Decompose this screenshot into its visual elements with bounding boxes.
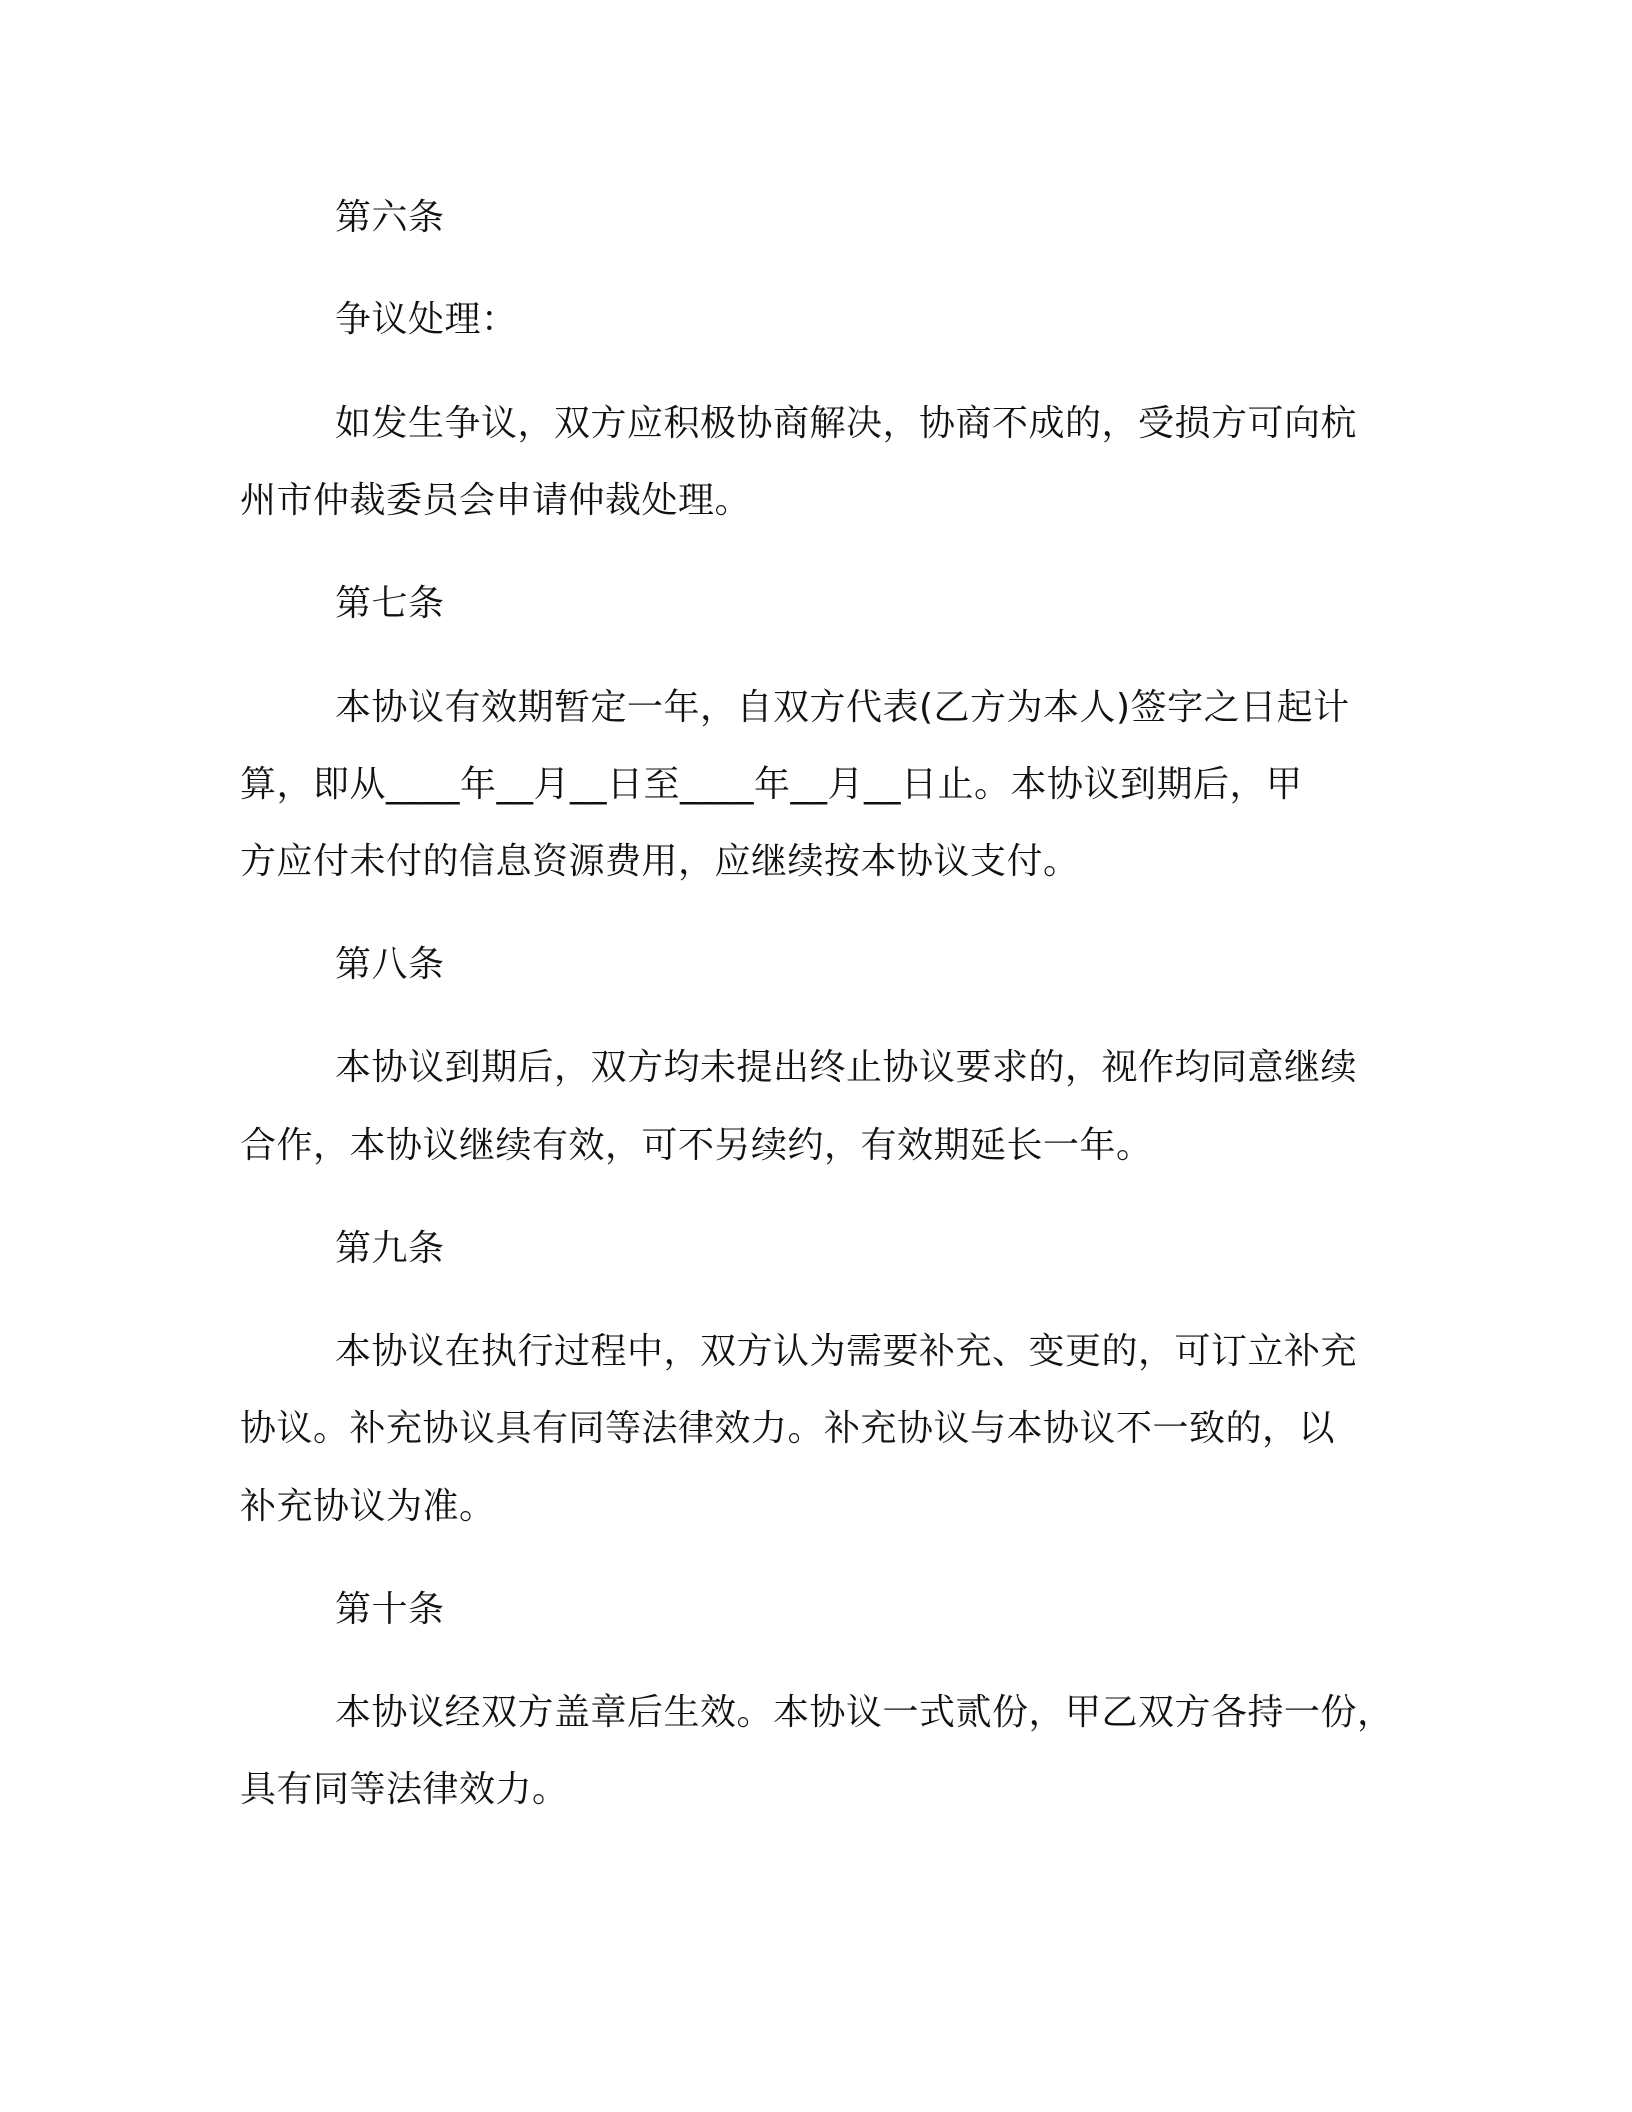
article-9-heading: 第九条 bbox=[335, 1228, 445, 1269]
article-7-line-3: 方应付未付的信息资源费用，应继续按本协议支付。 bbox=[240, 841, 1080, 882]
article-6-line-2: 州市仲裁委员会申请仲裁处理。 bbox=[240, 480, 752, 521]
article-9-line-3: 补充协议为准。 bbox=[240, 1486, 496, 1527]
article-8-line-1: 本协议到期后，双方均未提出终止协议要求的，视作均同意继续 bbox=[335, 1047, 1358, 1088]
article-9-line-1: 本协议在执行过程中，双方认为需要补充、变更的，可订立补充 bbox=[335, 1331, 1358, 1372]
article-8-line-2: 合作，本协议继续有效，可不另续约，有效期延长一年。 bbox=[240, 1125, 1153, 1166]
article-9-line-2: 协议。补充协议具有同等法律效力。补充协议与本协议不一致的，以 bbox=[240, 1408, 1336, 1449]
article-6-heading: 第六条 bbox=[335, 197, 445, 238]
article-7-line-1: 本协议有效期暂定一年，自双方代表(乙方为本人)签字之日起计 bbox=[335, 687, 1350, 728]
article-7-heading: 第七条 bbox=[335, 583, 445, 624]
article-6-line-1: 如发生争议，双方应积极协商解决，协商不成的，受损方可向杭 bbox=[335, 403, 1358, 444]
article-6-subheading: 争议处理： bbox=[335, 299, 518, 340]
article-10-line-2: 具有同等法律效力。 bbox=[240, 1769, 569, 1810]
article-8-heading: 第八条 bbox=[335, 944, 445, 985]
article-7-line-2: 算，即从____年__月__日至____年__月__日止。本协议到期后，甲 bbox=[240, 764, 1303, 805]
article-10-heading: 第十条 bbox=[335, 1589, 445, 1630]
article-10-line-1: 本协议经双方盖章后生效。本协议一式贰份，甲乙双方各持一份， bbox=[335, 1692, 1394, 1733]
